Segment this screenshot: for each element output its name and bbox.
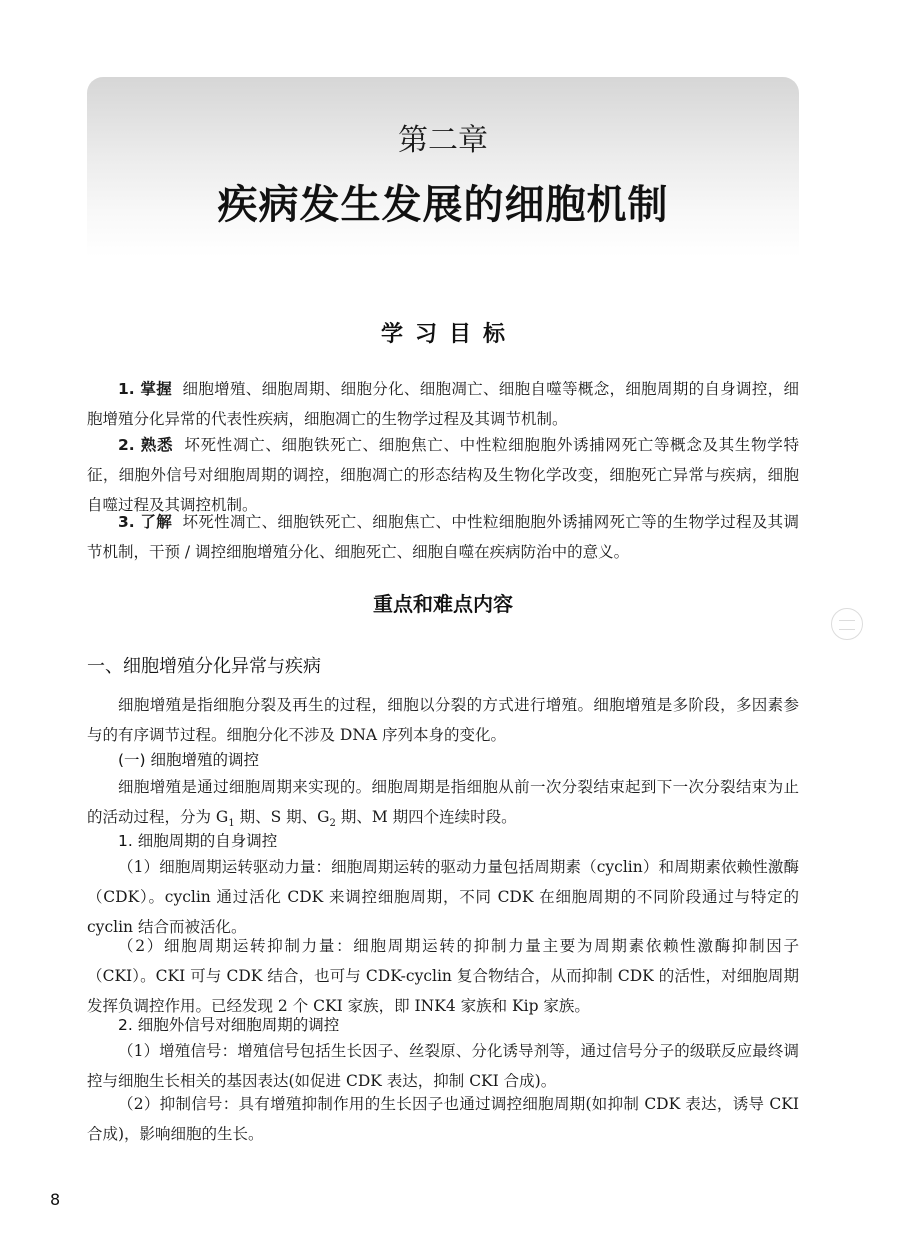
page-number: 8 <box>50 1190 61 1209</box>
subsection-text-part: 期、M 期四个连续时段。 <box>335 808 517 826</box>
objective-item-3 <box>87 507 799 567</box>
subscript-g1: 1 <box>228 818 235 830</box>
chapter-number: 第二章 <box>398 123 488 158</box>
subsection-title: (一) 细胞增殖的调控 <box>118 751 260 769</box>
subscript-g2: 2 <box>329 818 336 830</box>
objective-label: 3. 了解 <box>118 513 173 531</box>
point1-title: 1. 细胞周期的自身调控 <box>118 832 278 850</box>
objectives-heading: 学习目标 <box>380 322 517 347</box>
point1-paragraph-1: （1）细胞周期运转驱动力量：细胞周期运转的驱动力量包括周期素（cyclin）和周期素依赖性激酶（CDK）。cyclin 通过活化 CDK 来调控细胞周期，不同 CDK 在细胞周期的不同阶段通过与特定的 cyclin 结合而被活化。 <box>87 858 799 936</box>
section-heading-1: 一、细胞增殖分化异常与疾病 <box>87 656 321 677</box>
chapter-banner <box>87 77 799 257</box>
point1-paragraph-2: （2）细胞周期运转抑制力量：细胞周期运转的抑制力量主要为周期素依赖性激酶抑制因子（CKI）。CKI 可与 CDK 结合，也可与 CDK-cyclin 复合物结合，从而抑制 CDK 的活性，对细胞周期发挥负调控作用。已经发现 2 个 CKI 家族，即 INK4 家族和 Kip 家族。 <box>87 937 799 1015</box>
point2-title: 2. 细胞外信号对细胞周期的调控 <box>118 1016 340 1034</box>
publisher-watermark-icon <box>831 608 863 640</box>
objective-text: 坏死性凋亡、细胞铁死亡、细胞焦亡、中性粒细胞胞外诱捕网死亡等的生物学过程及其调节机制，干预 / 调控细胞增殖分化、细胞死亡、细胞自噬在疾病防治中的意义。 <box>87 513 799 561</box>
section1-intro: 细胞增殖是指细胞分裂及再生的过程，细胞以分裂的方式进行增殖。细胞增殖是多阶段，多因素参与的有序调节过程。细胞分化不涉及 DNA 序列本身的变化。 <box>87 696 799 744</box>
key-points-heading: 重点和难点内容 <box>373 592 513 616</box>
point2-paragraph-2: （2）抑制信号：具有增殖抑制作用的生长因子也通过调控细胞周期(如抑制 CDK 表达，诱导 CKI 合成)，影响细胞的生长。 <box>87 1095 799 1143</box>
objective-label: 1. 掌握 <box>118 380 173 398</box>
subsection-text-part: 期、S 期、G <box>234 808 330 826</box>
subsection-text-part: 细胞增殖是通过细胞周期来实现的。细胞周期是指细胞从前一次分裂结束起到下一次分裂结束为止的活动过程，分为 G <box>87 778 799 826</box>
chapter-title: 疾病发生发展的细胞机制 <box>217 182 669 228</box>
objective-label: 2. 熟悉 <box>118 436 174 454</box>
point2-paragraph-1: （1）增殖信号：增殖信号包括生长因子、丝裂原、分化诱导剂等，通过信号分子的级联反应最终调控与细胞生长相关的基因表达(如促进 CDK 表达，抑制 CKI 合成)。 <box>87 1042 799 1090</box>
objective-text: 坏死性凋亡、细胞铁死亡、细胞焦亡、中性粒细胞胞外诱捕网死亡等概念及其生物学特征，细胞外信号对细胞周期的调控，细胞凋亡的形态结构及生物化学改变，细胞死亡异常与疾病，细胞自噬过程及其调控机制。 <box>87 436 799 514</box>
objective-text: 细胞增殖、细胞周期、细胞分化、细胞凋亡、细胞自噬等概念，细胞周期的自身调控，细胞增殖分化异常的代表性疾病，细胞凋亡的生物学过程及其调节机制。 <box>87 380 799 428</box>
objective-item-1 <box>87 374 799 434</box>
